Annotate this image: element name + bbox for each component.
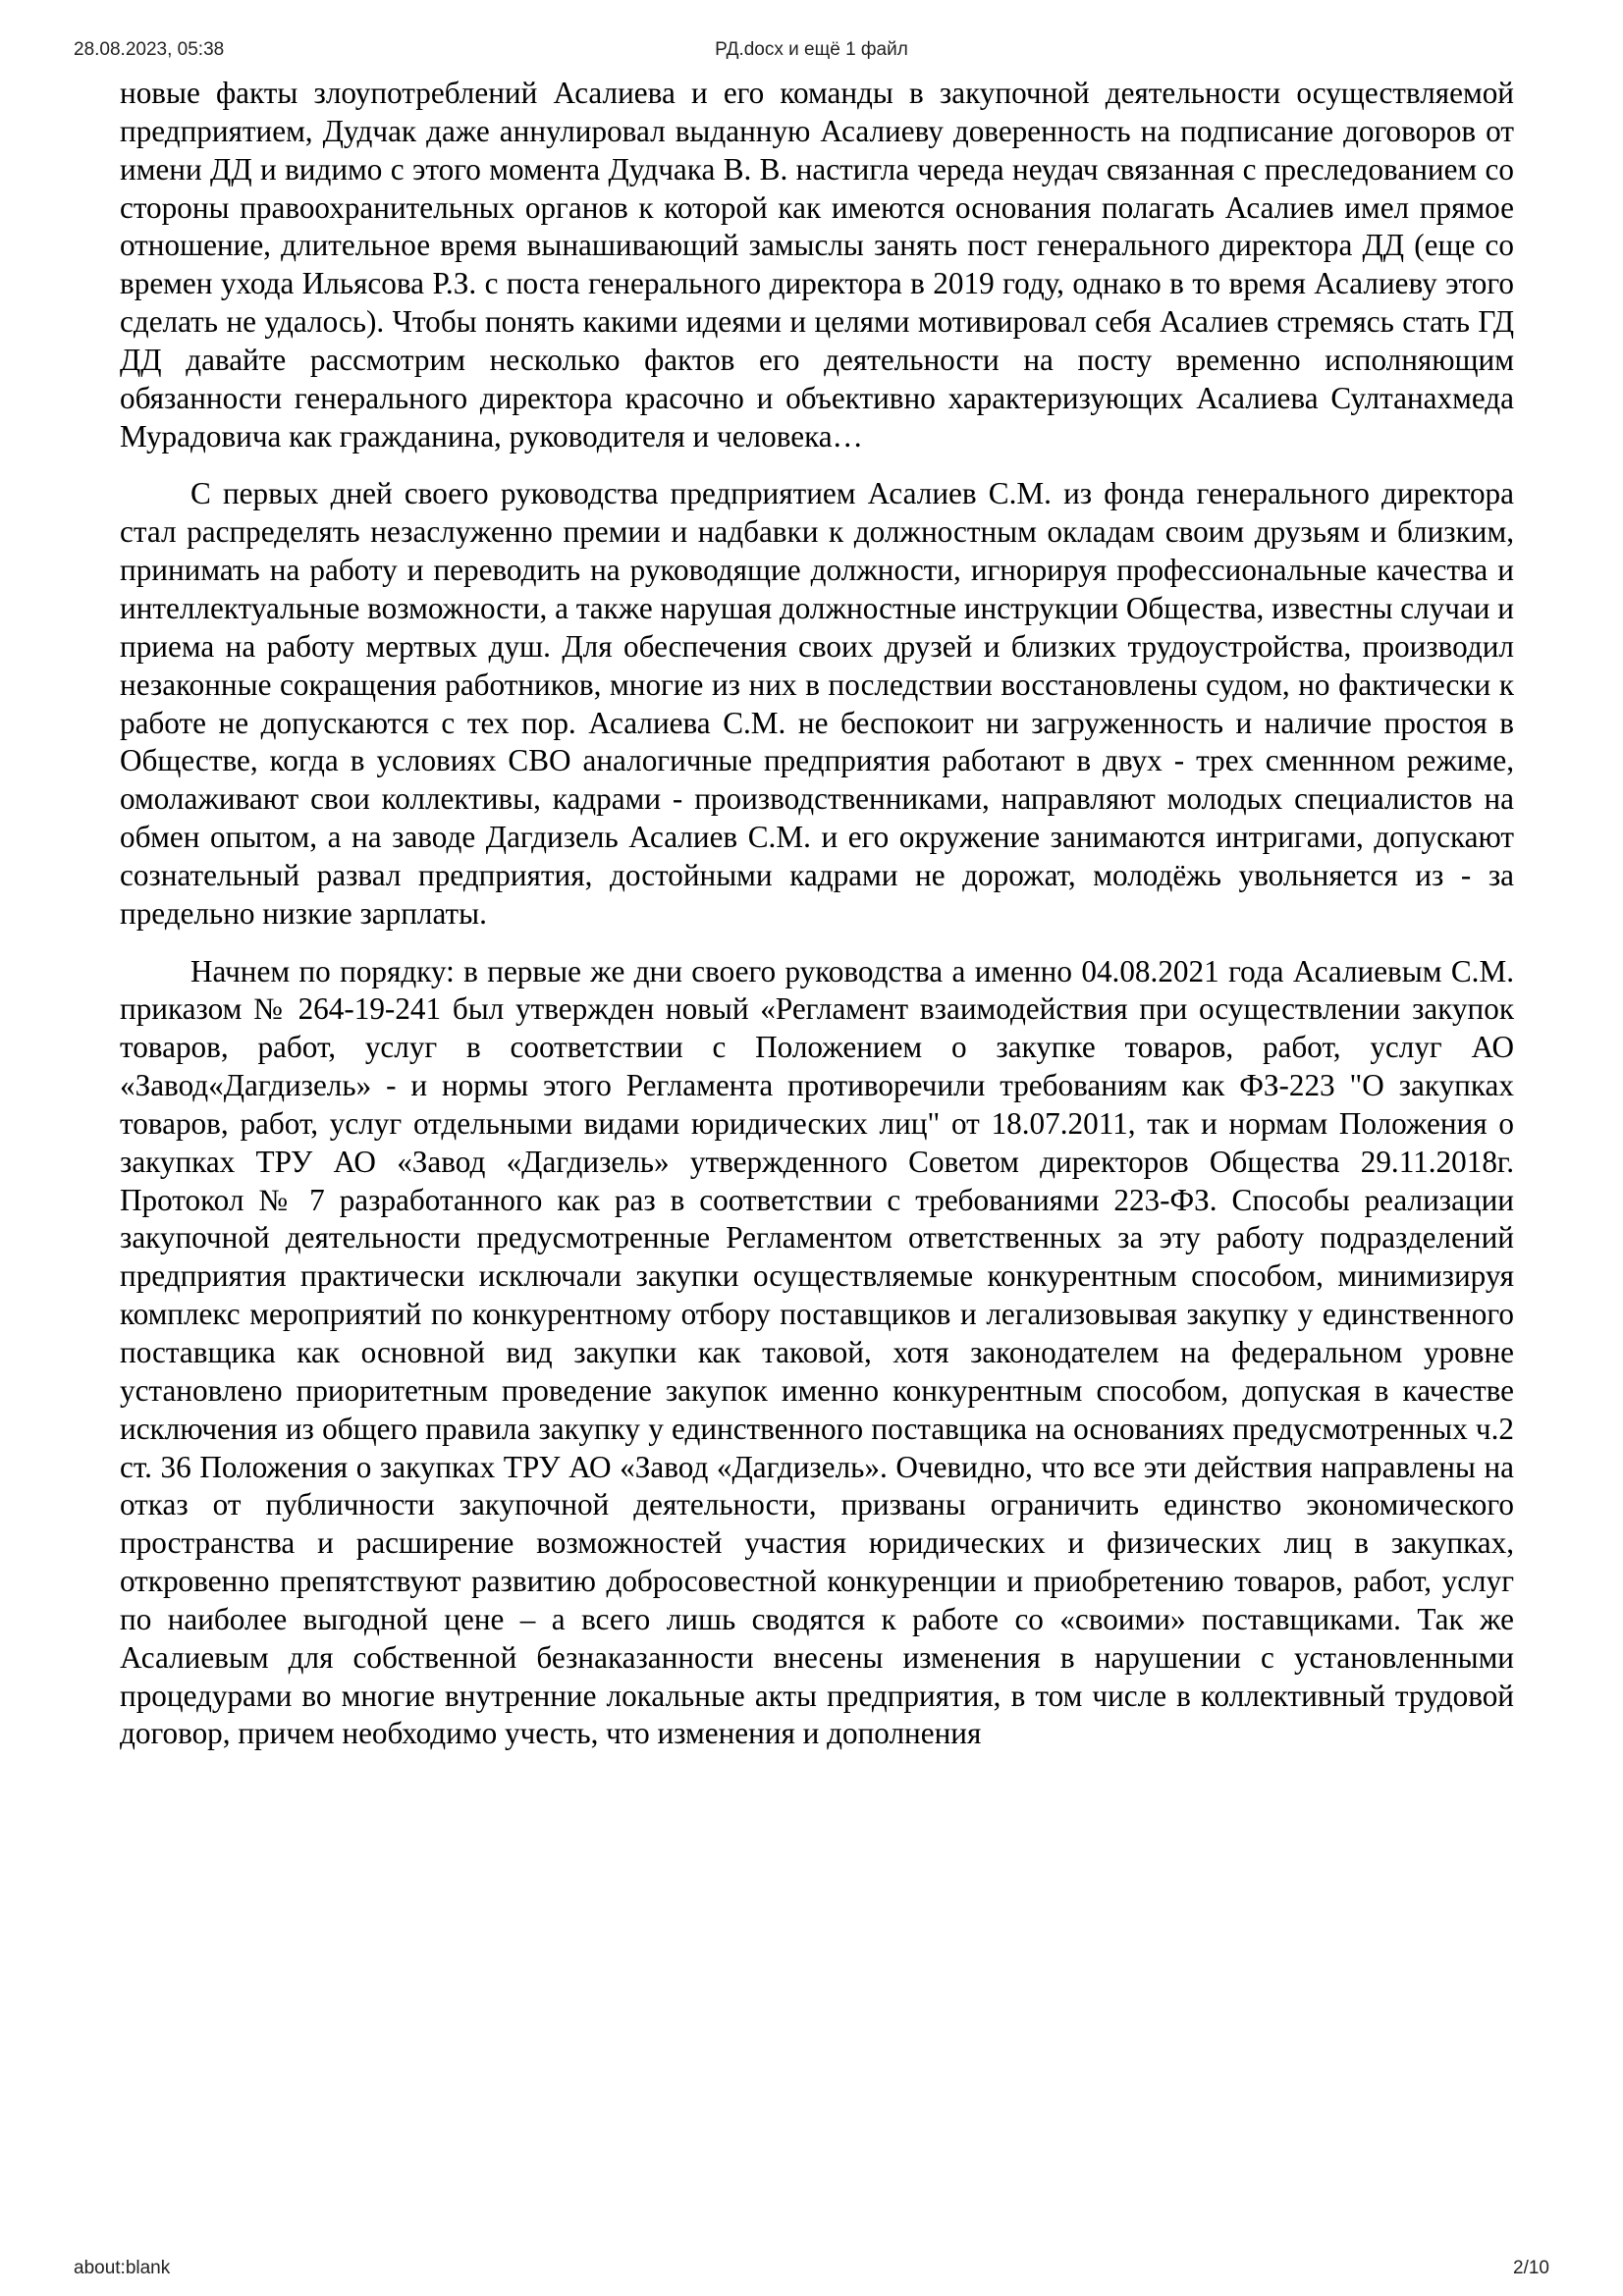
document-paragraph: С первых дней своего руководства предприятием Асалиев С.М. из фонда генерального директора стал распределять незаслуженно премии и надбавки к должностным окладам своим друзьям и близким, принимать на работу и переводить на руководящие должности, игнорируя профессиональные качества и интеллектуальные возможности, а также нарушая должностные инструкции Общества, известны случаи и приема на работу мертвых душ. Для обеспечения своих друзей и близких трудоустройства, производил незаконные сокращения работников, многие из них в последствии восстановлены судом, но фактически к работе не допускаются с тех пор. Асалиева С.М. не беспокоит ни загруженность и наличие простоя в Обществе, когда в условиях СВО аналогичные предприятия работают в двух - трех сменнном режиме, омолаживают свои коллективы, кадрами - производственниками, направляют молодых специалистов на обмен опытом, а на заводе Дагдизель Асалиев С.М. и его окружение занимаются интригами, допускают сознательный развал предприятия, достойными кадрами не дорожат, молодёжь увольняется из - за предельно низкие зарплаты. bbox=[120, 476, 1514, 931]
print-header bbox=[74, 39, 1549, 69]
document-body bbox=[120, 75, 1514, 1753]
document-paragraph: Начнем по порядку: в первые же дни своего руководства а именно 04.08.2021 года Асалиевым С.М. приказом № 264-19-241 был утвержден новый «Регламент взаимодействия при осуществлении закупок товаров, работ, услуг в соответствии с Положением о закупке товаров, работ, услуг АО «Завод«Дагдизель» - и нормы этого Регламента противоречили требованиям как ФЗ-223 "О закупках товаров, работ, услуг отдельными видами юридических лиц" от 18.07.2011, так и нормам Положения о закупках ТРУ АО «Завод «Дагдизель» утвержденного Советом директоров Общества 29.11.2018г. Протокол № 7 разработанного как раз в соответствии с требованиями 223-ФЗ. Способы реализации закупочной деятельности предусмотренные Регламентом ответственных за эту работу подразделений предприятия практически исключали закупки осуществляемые конкурентным способом, минимизируя комплекс мероприятий по конкурентному отбору поставщиков и легализовывая закупку у единственного поставщика как основной вид закупки как таковой, хотя законодателем на федеральном уровне установлено приоритетным проведение закупок именно конкурентным способом, допуская в качестве исключения из общего правила закупку у единственного поставщика на основаниях предусмотренных ч.2 ст. 36 Положения о закупках ТРУ АО «Завод «Дагдизель». Очевидно, что все эти действия направлены на отказ от публичности закупочной деятельности, призваны ограничить единство экономического пространства и расширение возможностей участия юридических и физических лиц в закупках, откровенно препятствуют развитию добросовестной конкуренции и приобретению товаров, работ, услуг по наиболее выгодной цене – а всего лишь сводятся к работе со «своими» поставщиками. Так же Асалиевым для собственной безнаказанности внесены изменения в нарушении с установленными процедурами во многие внутренние локальные акты предприятия, в том числе в коллективный трудовой договор, причем необходимо учесть, что изменения и дополнения bbox=[120, 953, 1514, 1751]
document-paragraph: новые факты злоупотреблений Асалиева и его команды в закупочной деятельности осуществляемой предприятием, Дудчак даже аннулировал выданную Асалиеву доверенность на подписание договоров от имени ДД и видимо с этого момента Дудчака В. В. настигла череда неудач связанная с преследованием со стороны правоохранительных органов к которой как имеются основания полагать Асалиев имел прямое отношение, длительное время вынашивающий замыслы занять пост генерального директора ДД (еще со времен ухода Ильясова Р.З. с поста генерального директора в 2019 году, однако в то время Асалиеву этого сделать не удалось). Чтобы понять какими идеями и целями мотивировал себя Асалиев стремясь стать ГД ДД давайте рассмотрим несколько фактов его деятельности на посту временно исполняющим обязанности генерального директора красочно и объективно характеризующих Асалиева Султанахмеда Мурадовича как гражданина, руководителя и человека… bbox=[120, 76, 1514, 454]
print-footer bbox=[74, 2258, 1549, 2287]
print-datetime: 28.08.2023, 05:38 bbox=[74, 39, 225, 60]
print-document-title: РД.docx и ещё 1 файл bbox=[715, 39, 908, 60]
page-number: 2/10 bbox=[1513, 2258, 1549, 2278]
print-url: about:blank bbox=[74, 2258, 171, 2278]
